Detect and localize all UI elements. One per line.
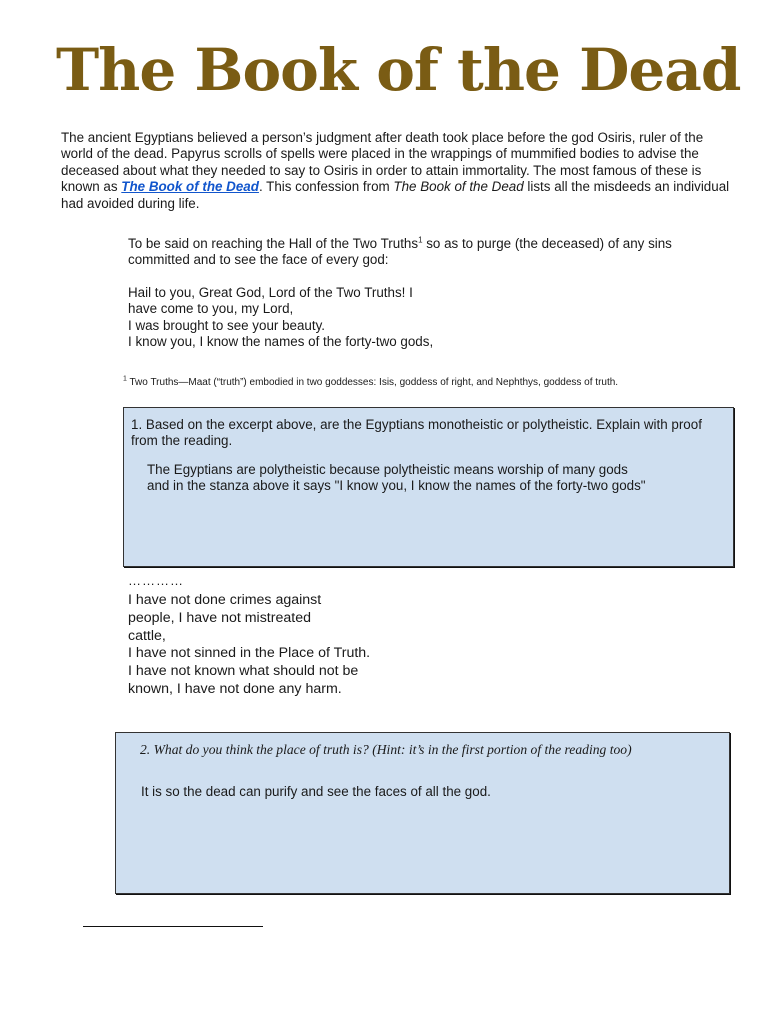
confession-line: I have not known what should not be	[128, 663, 359, 680]
confession-line: people, I have not mistreated	[128, 609, 311, 626]
verse-line: Hail to you, Great God, Lord of the Two Truths! I	[128, 285, 413, 300]
confession-line: I have not done crimes against	[128, 592, 322, 608]
intro-italic-title: The Book of the Dead	[393, 179, 524, 195]
excerpt-intro-a: To be said on reaching the Hall of the Two Truths	[128, 236, 419, 251]
excerpt-intro	[128, 236, 728, 269]
excerpt-verse	[128, 285, 728, 351]
footnote-number: 1	[123, 375, 127, 383]
verse-line: I was brought to see your beauty.	[128, 317, 326, 333]
answer-line: The Egyptians are polytheistic because polytheistic means worship of many gods	[147, 462, 628, 477]
footnote-divider	[83, 926, 263, 927]
footnote	[123, 377, 733, 389]
footnote-marker: 1	[418, 235, 423, 245]
question-2-answer[interactable]: It is so the dead can purify and see the faces of all the god.	[141, 784, 491, 799]
answer-line: and in the stanza above it says "I know you, I know the names of the forty-two gods"	[147, 478, 646, 494]
confession-line: cattle,	[128, 627, 166, 644]
confession-line: I have not sinned in the Place of Truth.	[128, 645, 371, 662]
footnote-text: Two Truths—Maat (“truth”) embodied in two goddesses: Isis, goddess of right, and Nephthys, goddess of truth.	[126, 377, 619, 388]
verse-line: have come to you, my Lord,	[128, 301, 294, 317]
intro-text-part2: . This confession from	[258, 179, 394, 195]
verse-line: I know you, I know the names of the forty-two gods,	[128, 334, 434, 350]
intro-text-part3: lists all the misdeeds an individual had avoided during life.	[61, 179, 730, 211]
intro-paragraph	[61, 130, 731, 212]
question-2-box[interactable]	[115, 732, 730, 894]
intro-text-part1: The ancient Egyptians believed a person’s judgment after death took place before the god Osiris, ruler of the world of the dead. Papyrus scrolls of spells were placed in the wrappings of mummified bodies to advise the deceased about what they needed to say to Osiris in order to attain immortality. The most famous of these is known as	[61, 130, 704, 195]
confession-line: known, I have not done any harm.	[128, 680, 342, 697]
book-of-the-dead-link[interactable]: The Book of the Dead	[121, 179, 259, 195]
question-1-box[interactable]	[123, 407, 734, 567]
ellipsis: …………	[128, 573, 184, 588]
page-title: The Book of the Dead	[56, 36, 741, 104]
confession-verse	[128, 592, 448, 699]
question-1-prompt: 1. Based on the excerpt above, are the Egyptians monotheistic or polytheistic. Explain with proof from the reading.	[131, 417, 702, 449]
question-1-answer[interactable]	[147, 462, 707, 495]
excerpt-intro-b: so as to purge (the deceased) of any sins committed and to see the face of every god:	[128, 236, 672, 268]
question-2-prompt: 2. What do you think the place of truth is? (Hint: it’s in the first portion of the reading too)	[140, 742, 632, 757]
